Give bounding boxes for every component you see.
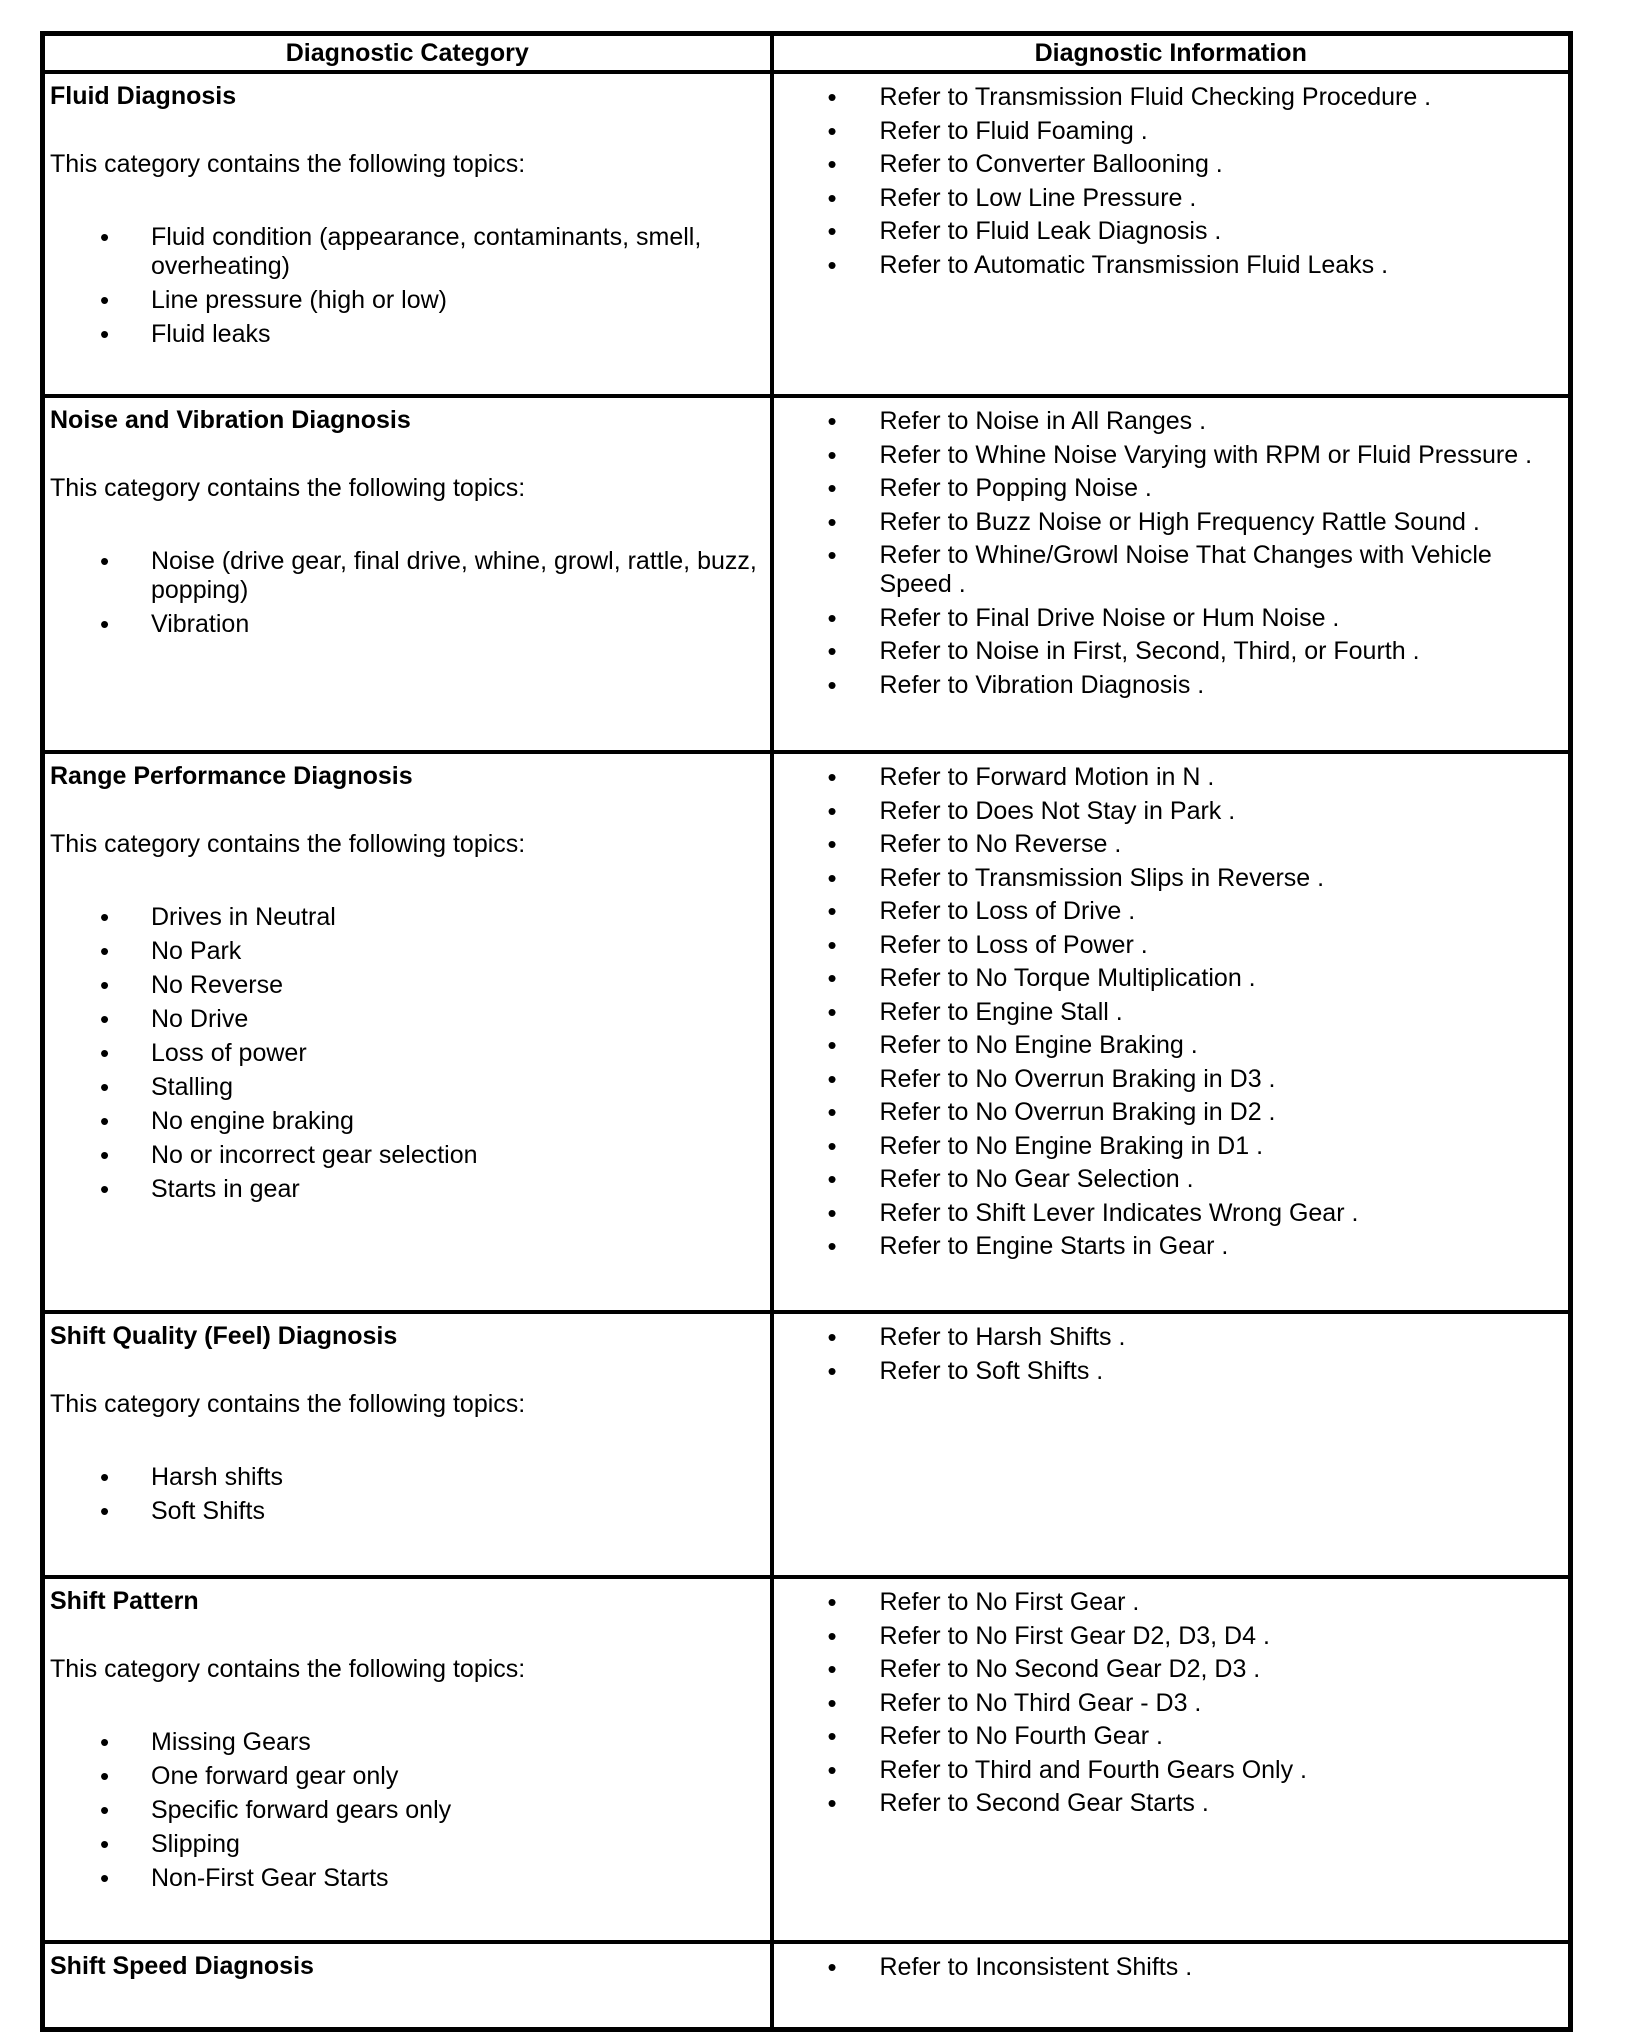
category-intro: This category contains the following topics:	[50, 1390, 526, 1418]
category-cell	[43, 1577, 772, 1942]
reference-item: • Refer to Engine Stall .	[774, 998, 1549, 1027]
reference-item: • Refer to Engine Starts in Gear .	[774, 1232, 1549, 1261]
category-title: Shift Speed Diagnosis	[50, 1952, 314, 1980]
reference-item: • Refer to Transmission Slips in Reverse .	[774, 864, 1549, 893]
topic-item: • Slipping	[50, 1830, 764, 1859]
topic-list	[50, 223, 764, 349]
category-cell	[43, 1312, 772, 1577]
topic-list	[50, 547, 764, 639]
information-cell	[772, 752, 1571, 1312]
reference-item: • Refer to Harsh Shifts .	[774, 1323, 1549, 1352]
reference-item: • Refer to Forward Motion in N .	[774, 763, 1549, 792]
reference-item: • Refer to No Overrun Braking in D2 .	[774, 1098, 1549, 1127]
category-title: Fluid Diagnosis	[50, 82, 237, 110]
reference-item: • Refer to No First Gear .	[774, 1588, 1549, 1617]
topic-list	[50, 1463, 764, 1526]
reference-item: • Refer to Shift Lever Indicates Wrong Gear .	[774, 1199, 1549, 1228]
reference-item: • Refer to Soft Shifts .	[774, 1357, 1549, 1386]
reference-item: • Refer to Fluid Leak Diagnosis .	[774, 217, 1549, 246]
reference-list	[774, 763, 1549, 1261]
category-title: Range Performance Diagnosis	[50, 762, 413, 790]
header-row	[43, 34, 1571, 73]
reference-item: • Refer to No Reverse .	[774, 830, 1549, 859]
reference-item: • Refer to Loss of Power .	[774, 931, 1549, 960]
reference-list	[774, 1953, 1549, 1982]
topic-list	[50, 903, 764, 1204]
topic-item: • Missing Gears	[50, 1728, 764, 1757]
reference-list	[774, 1588, 1549, 1818]
table-row-shift-speed-diagnosis	[43, 1942, 1571, 2030]
information-cell	[772, 72, 1571, 396]
information-cell	[772, 396, 1571, 752]
reference-item: • Refer to Whine Noise Varying with RPM or Fluid Pressure .	[774, 441, 1549, 470]
topic-item: • No engine braking	[50, 1107, 764, 1136]
topic-item: • Harsh shifts	[50, 1463, 764, 1492]
information-cell	[772, 1942, 1571, 2030]
topic-item: • One forward gear only	[50, 1762, 764, 1791]
reference-item: • Refer to No Fourth Gear .	[774, 1722, 1549, 1751]
information-cell	[772, 1577, 1571, 1942]
topic-item: • Specific forward gears only	[50, 1796, 764, 1825]
table-row-shift-quality-diagnosis	[43, 1312, 1571, 1577]
topic-item: • Soft Shifts	[50, 1497, 764, 1526]
category-intro: This category contains the following topics:	[50, 830, 526, 858]
topic-item: • Loss of power	[50, 1039, 764, 1068]
topic-item: • No Drive	[50, 1005, 764, 1034]
reference-item: • Refer to Third and Fourth Gears Only .	[774, 1756, 1549, 1785]
topic-item: • Line pressure (high or low)	[50, 286, 764, 315]
reference-item: • Refer to Does Not Stay in Park .	[774, 797, 1549, 826]
reference-item: • Refer to Converter Ballooning .	[774, 150, 1549, 179]
reference-item: • Refer to Transmission Fluid Checking Procedure .	[774, 83, 1549, 112]
table-row-range-performance-diagnosis	[43, 752, 1571, 1312]
topic-item: • Non-First Gear Starts	[50, 1864, 764, 1893]
topic-item: • Fluid condition (appearance, contaminants, smell, overheating)	[50, 223, 764, 281]
topic-item: • Vibration	[50, 610, 764, 639]
category-cell	[43, 72, 772, 396]
reference-item: • Refer to No First Gear D2, D3, D4 .	[774, 1622, 1549, 1651]
reference-list	[774, 83, 1549, 280]
reference-item: • Refer to No Second Gear D2, D3 .	[774, 1655, 1549, 1684]
reference-item: • Refer to Vibration Diagnosis .	[774, 671, 1549, 700]
topic-item: • Noise (drive gear, final drive, whine, growl, rattle, buzz, popping)	[50, 547, 764, 605]
reference-item: • Refer to Noise in All Ranges .	[774, 407, 1549, 436]
information-cell	[772, 1312, 1571, 1577]
table-row-fluid-diagnosis	[43, 72, 1571, 396]
reference-item: • Refer to Buzz Noise or High Frequency Rattle Sound .	[774, 508, 1549, 537]
topic-item: • No or incorrect gear selection	[50, 1141, 764, 1170]
reference-list	[774, 407, 1549, 700]
category-title: Shift Quality (Feel) Diagnosis	[50, 1322, 398, 1350]
reference-item: • Refer to No Gear Selection .	[774, 1165, 1549, 1194]
reference-item: • Refer to No Torque Multiplication .	[774, 964, 1549, 993]
reference-item: • Refer to Fluid Foaming .	[774, 117, 1549, 146]
reference-item: • Refer to Inconsistent Shifts .	[774, 1953, 1549, 1982]
table-row-noise-vibration-diagnosis	[43, 396, 1571, 752]
reference-item: • Refer to Loss of Drive .	[774, 897, 1549, 926]
topic-item: • Fluid leaks	[50, 320, 764, 349]
reference-item: • Refer to Noise in First, Second, Third, or Fourth .	[774, 637, 1549, 666]
category-intro: This category contains the following topics:	[50, 1655, 526, 1683]
topic-list	[50, 1728, 764, 1893]
reference-item: • Refer to Automatic Transmission Fluid Leaks .	[774, 251, 1549, 280]
category-title: Noise and Vibration Diagnosis	[50, 406, 411, 434]
header-diagnostic-information: Diagnostic Information	[772, 34, 1571, 73]
category-cell	[43, 1942, 772, 2030]
reference-item: • Refer to No Overrun Braking in D3 .	[774, 1065, 1549, 1094]
reference-item: • Refer to No Engine Braking .	[774, 1031, 1549, 1060]
category-cell	[43, 396, 772, 752]
reference-item: • Refer to Second Gear Starts .	[774, 1789, 1549, 1818]
category-title: Shift Pattern	[50, 1587, 199, 1615]
topic-item: • Starts in gear	[50, 1175, 764, 1204]
reference-list	[774, 1323, 1549, 1386]
category-intro: This category contains the following topics:	[50, 474, 526, 502]
reference-item: • Refer to Popping Noise .	[774, 474, 1549, 503]
header-diagnostic-category: Diagnostic Category	[43, 34, 772, 73]
topic-item: • Drives in Neutral	[50, 903, 764, 932]
topic-item: • No Park	[50, 937, 764, 966]
diagnostic-table	[40, 31, 1573, 2032]
topic-item: • Stalling	[50, 1073, 764, 1102]
table-row-shift-pattern	[43, 1577, 1571, 1942]
reference-item: • Refer to Final Drive Noise or Hum Noise .	[774, 604, 1549, 633]
category-intro: This category contains the following topics:	[50, 150, 526, 178]
topic-item: • No Reverse	[50, 971, 764, 1000]
category-cell	[43, 752, 772, 1312]
reference-item: • Refer to Low Line Pressure .	[774, 184, 1549, 213]
reference-item: • Refer to No Engine Braking in D1 .	[774, 1132, 1549, 1161]
reference-item: • Refer to No Third Gear - D3 .	[774, 1689, 1549, 1718]
reference-item: • Refer to Whine/Growl Noise That Changes with Vehicle Speed .	[774, 541, 1549, 599]
